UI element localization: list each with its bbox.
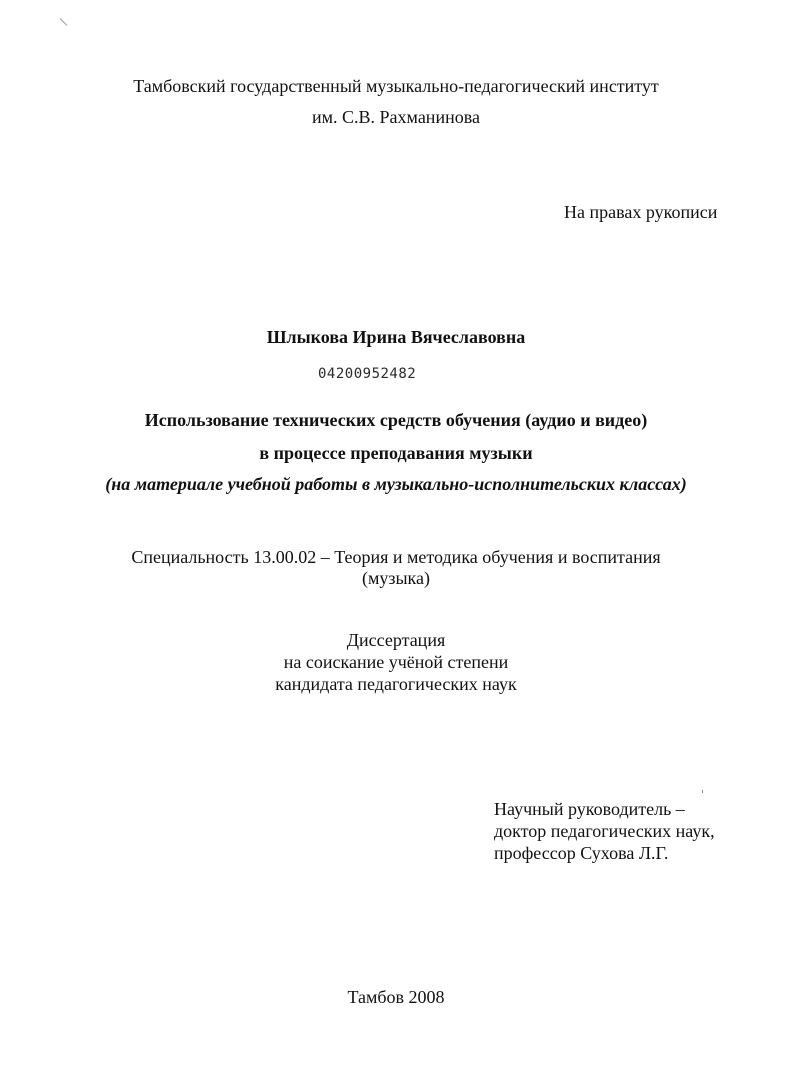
author-name: Шлыкова Ирина Вячеславовна [266,327,526,347]
specialty-line-2: (музыка) [361,568,431,588]
specialty-line-1: Специальность 13.00.02 – Теория и методика обучения и воспитания [131,547,661,567]
title-line-1: Использование технических средств обучения (аудио и видео) [144,410,648,430]
supervisor-line-2: доктор педагогических наук, [494,821,715,841]
degree-line-2: на соискание учёной степени [283,652,509,672]
rights-note: На правах рукописи [564,202,718,222]
institution-line-2: им. С.В. Рахманинова [312,107,480,127]
supervisor-line-1: Научный руководитель – [494,799,685,819]
title-subtitle: (на материале учебной работы в музыкально-исполнительских классах) [105,474,687,494]
supervisor-line-3: профессор Сухова Л.Г. [494,843,669,863]
degree-line-3: кандидата педагогических наук [275,674,517,694]
degree-line-1: Диссертация [346,630,446,650]
registration-number: 04200952482 [318,366,417,382]
institution-line-1: Тамбовский государственный музыкально-педагогический институт [133,76,659,96]
scan-mark [60,18,68,26]
scan-dot [702,790,703,793]
title-line-2: в процессе преподавания музыки [259,443,533,463]
footer-city-year: Тамбов 2008 [347,987,445,1007]
